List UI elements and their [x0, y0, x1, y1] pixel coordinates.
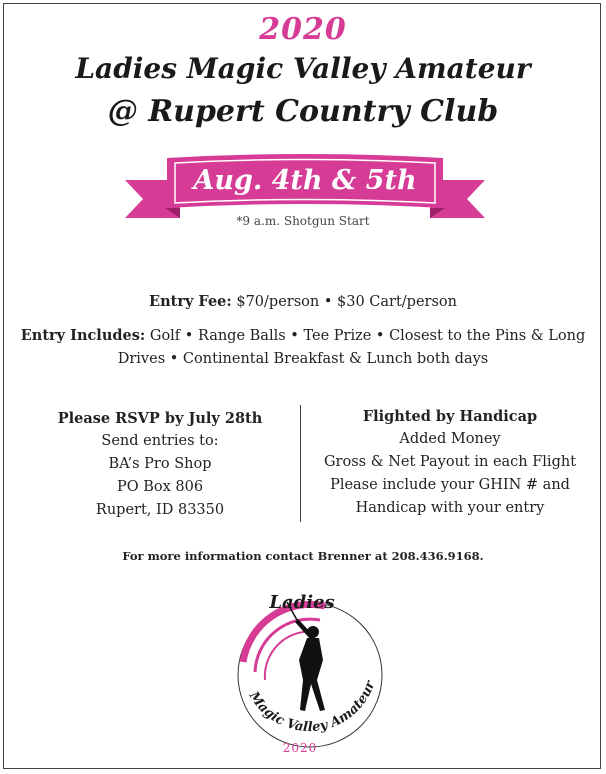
flight-heading: Flighted by Handicap [362, 408, 538, 425]
flight-line: Gross & Net Payout in each Flight [323, 454, 577, 470]
contact-info: For more information contact Brenner at 208.436.9168. [122, 549, 484, 563]
flight-line: Added Money [399, 431, 501, 447]
entry-fee [0, 293, 606, 310]
rsvp-line: Rupert, ID 83350 [95, 502, 225, 518]
column-divider [300, 405, 301, 522]
shotgun-start-note: *9 a.m. Shotgun Start [236, 214, 370, 228]
rsvp-line: BA’s Pro Shop [108, 456, 212, 472]
rsvp-heading: Please RSVP by July 28th [57, 410, 263, 427]
event-dates: Aug. 4th & 5th [193, 165, 417, 196]
flight-line: Handicap with your entry [355, 500, 545, 516]
entry-fee-label: Entry Fee: [149, 293, 232, 310]
rsvp-line: Send entries to: [101, 433, 219, 449]
entry-includes-label: Entry Includes: [20, 327, 146, 344]
event-title: Ladies Magic Valley Amateur [75, 52, 531, 85]
rsvp-section [40, 407, 280, 522]
rsvp-line: PO Box 806 [116, 479, 204, 495]
flight-line: Please include your GHIN # and [330, 477, 570, 493]
entry-includes [10, 324, 596, 371]
entry-fee-text: $70/person • $30 Cart/person [231, 294, 457, 310]
entry-includes-text: Golf • Range Balls • Tee Prize • Closest to the Pins & Long Drives • Continental Breakfast & Lunch both days [117, 328, 586, 367]
logo-year: 2020 [282, 741, 318, 755]
event-year: 2020 [259, 12, 347, 47]
flight-section [310, 405, 590, 520]
logo-arc-textpath: Magic Valley Amateur [245, 679, 379, 736]
logo-ladies-text: Ladies [269, 592, 335, 613]
event-venue: @ Rupert Country Club [107, 94, 499, 129]
